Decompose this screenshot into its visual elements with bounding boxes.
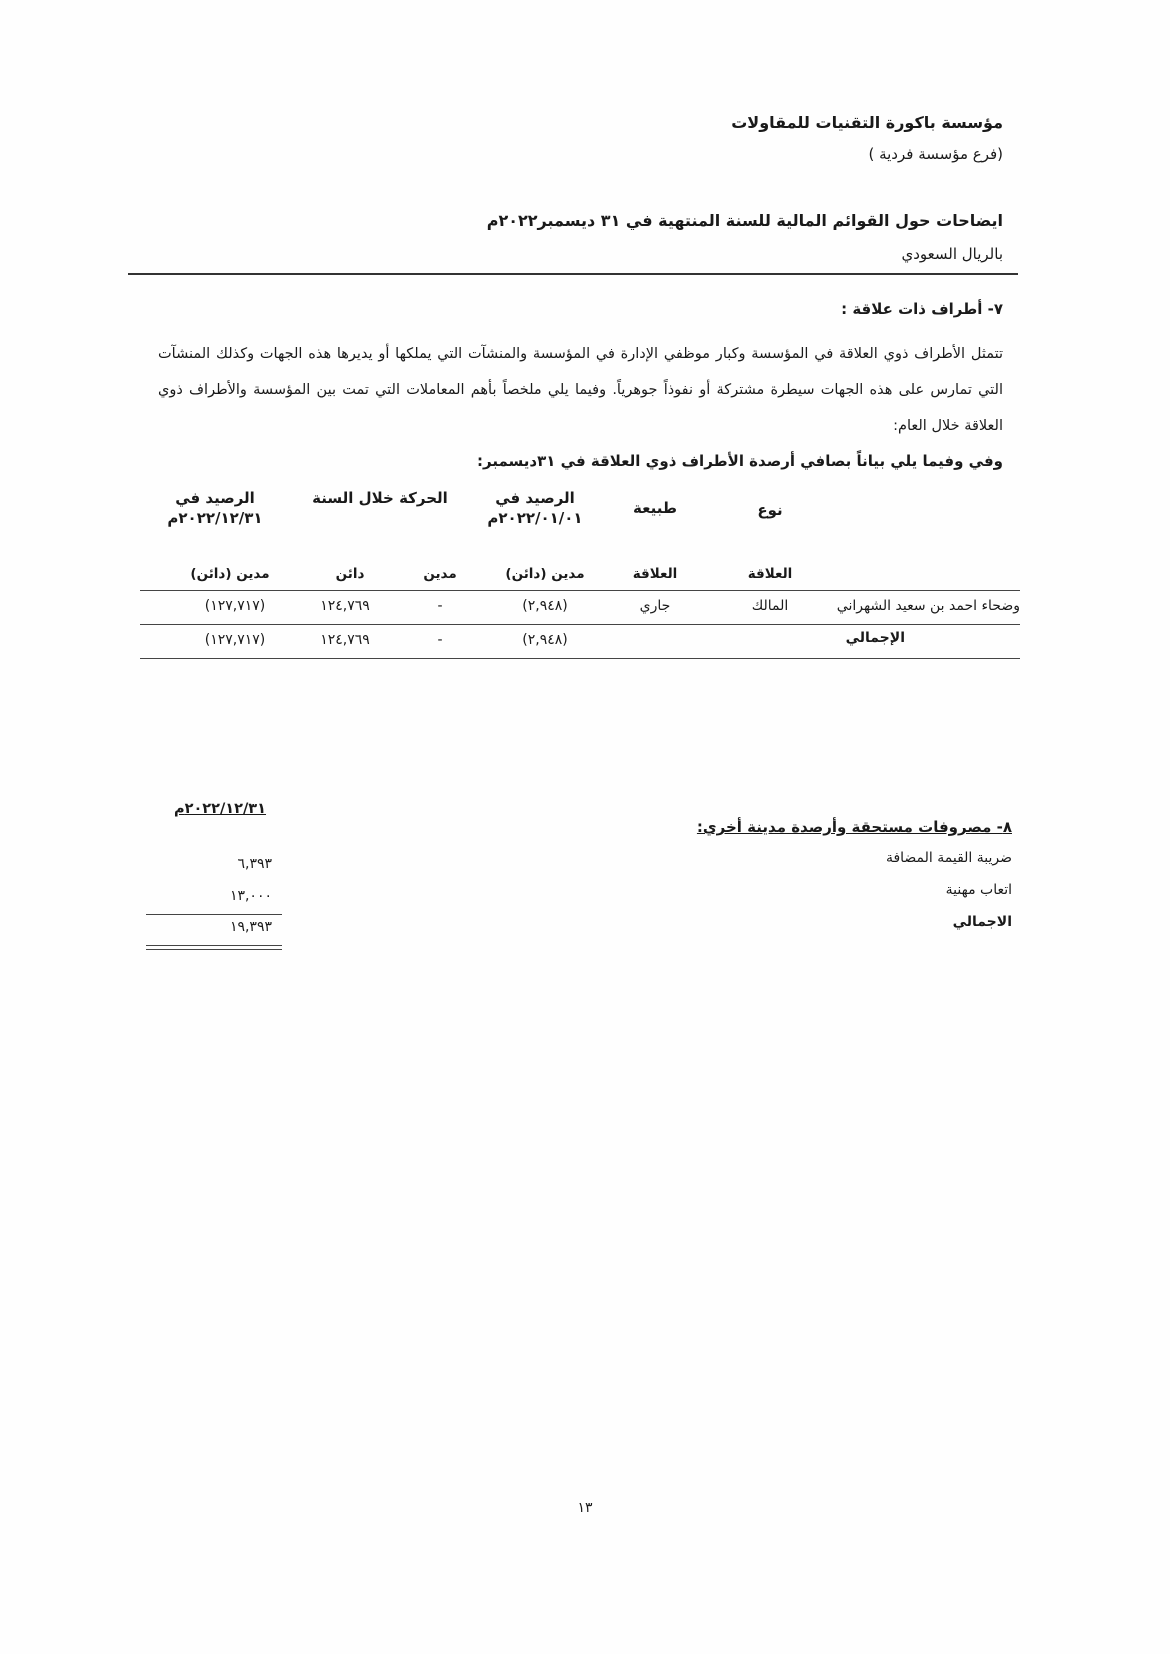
header-divider xyxy=(128,273,1018,275)
section8-value-professional-fees: ١٣,٠٠٠ xyxy=(229,888,272,904)
credit-movement: ١٢٤,٧٦٩ xyxy=(320,598,370,614)
subheader-credit: دائن xyxy=(335,566,365,582)
section7-paragraph: تتمثل الأطراف ذوي العلاقة في المؤسسة وكبار موظفي الإدارة في المؤسسة والمنشآت التي يملكها أو يديرها هذه الجهات وكذلك المنشآت التي تمارس على هذه الجهات سيطرة مشتركة أو نفوذاً جوهرياً. وفيما يلي ملخصاً بأهم المعاملات التي تمت بين المؤسسة والأطراف ذوي العلاقة خلال العام: xyxy=(158,346,1003,434)
currency-note: بالريال السعودي xyxy=(901,245,1003,263)
opening-balance: (٢,٩٤٨) xyxy=(522,598,568,614)
table-bottom-rule xyxy=(140,658,1020,659)
section8-title: ٨- مصروفات مستحقة وأرصدة مدينة أخري: xyxy=(696,818,1012,836)
total-opening: (٢,٩٤٨) xyxy=(522,632,568,648)
page-number: ١٣ xyxy=(577,1500,593,1516)
closing-balance: (١٢٧,٧١٧) xyxy=(204,598,266,614)
party-name: وضحاء احمد بن سعيد الشهراني xyxy=(836,598,1020,614)
relation-type: المالك xyxy=(751,598,789,614)
header-opening-balance xyxy=(465,488,605,528)
total-debit: - xyxy=(437,632,443,648)
header-opening-line2: ٢٠٢٢/٠١/٠١م xyxy=(487,509,583,527)
header-closing-line2: ٢٠٢٢/١٢/٣١م xyxy=(167,509,263,527)
section8-total-value: ١٩,٣٩٣ xyxy=(229,919,272,935)
page-title: ايضاحات حول القوائم المالية للسنة المنتهية في ٣١ ديسمبر٢٠٢٢م xyxy=(486,211,1003,230)
header-nature-line2: العلاقة xyxy=(632,566,678,582)
total-closing: (١٢٧,٧١٧) xyxy=(204,632,266,648)
section7-title: ٧- أطراف ذات علاقة : xyxy=(841,300,1003,318)
total-credit: ١٢٤,٧٦٩ xyxy=(320,632,370,648)
header-movement: الحركة خلال السنة xyxy=(312,489,448,507)
section8-subtotal-rule xyxy=(146,914,282,915)
total-label: الإجمالي xyxy=(845,630,905,646)
header-opening-line1: الرصيد في xyxy=(495,489,575,507)
header-relation-type-line1: نوع xyxy=(757,501,783,519)
table-header-rule xyxy=(140,590,1020,591)
section8-double-rule xyxy=(146,945,282,950)
table-row-rule xyxy=(140,624,1020,625)
section8-item-professional-fees: اتعاب مهنية xyxy=(945,882,1012,898)
header-nature: طبيعة xyxy=(633,499,677,517)
header-relation-type xyxy=(720,500,820,520)
debit-movement: - xyxy=(437,598,443,614)
section8-date-header: ٢٠٢٢/١٢/٣١م xyxy=(173,801,267,817)
company-name: مؤسسة باكورة التقنيات للمقاولات xyxy=(731,113,1003,132)
subheader-debit: مدين xyxy=(423,566,457,582)
section8-item-vat: ضريبة القيمة المضافة xyxy=(885,850,1012,866)
subheader-closing: مدين (دائن) xyxy=(190,566,270,582)
section8-value-vat: ٦,٣٩٣ xyxy=(237,856,272,872)
subheader-opening: مدين (دائن) xyxy=(505,566,585,582)
company-subtitle: (فرع مؤسسة فردية ) xyxy=(868,145,1003,163)
balances-intro: وفي وفيما يلي بياناً بصافي أرصدة الأطراف ذوي العلاقة في ٣١ديسمبر: xyxy=(477,452,1003,470)
header-closing-line1: الرصيد في xyxy=(175,489,255,507)
relation-nature: جاري xyxy=(639,598,671,614)
section8-total-label: الاجمالي xyxy=(952,914,1012,930)
header-closing-balance xyxy=(140,488,290,528)
header-relation-type-line2: العلاقة xyxy=(747,566,793,582)
